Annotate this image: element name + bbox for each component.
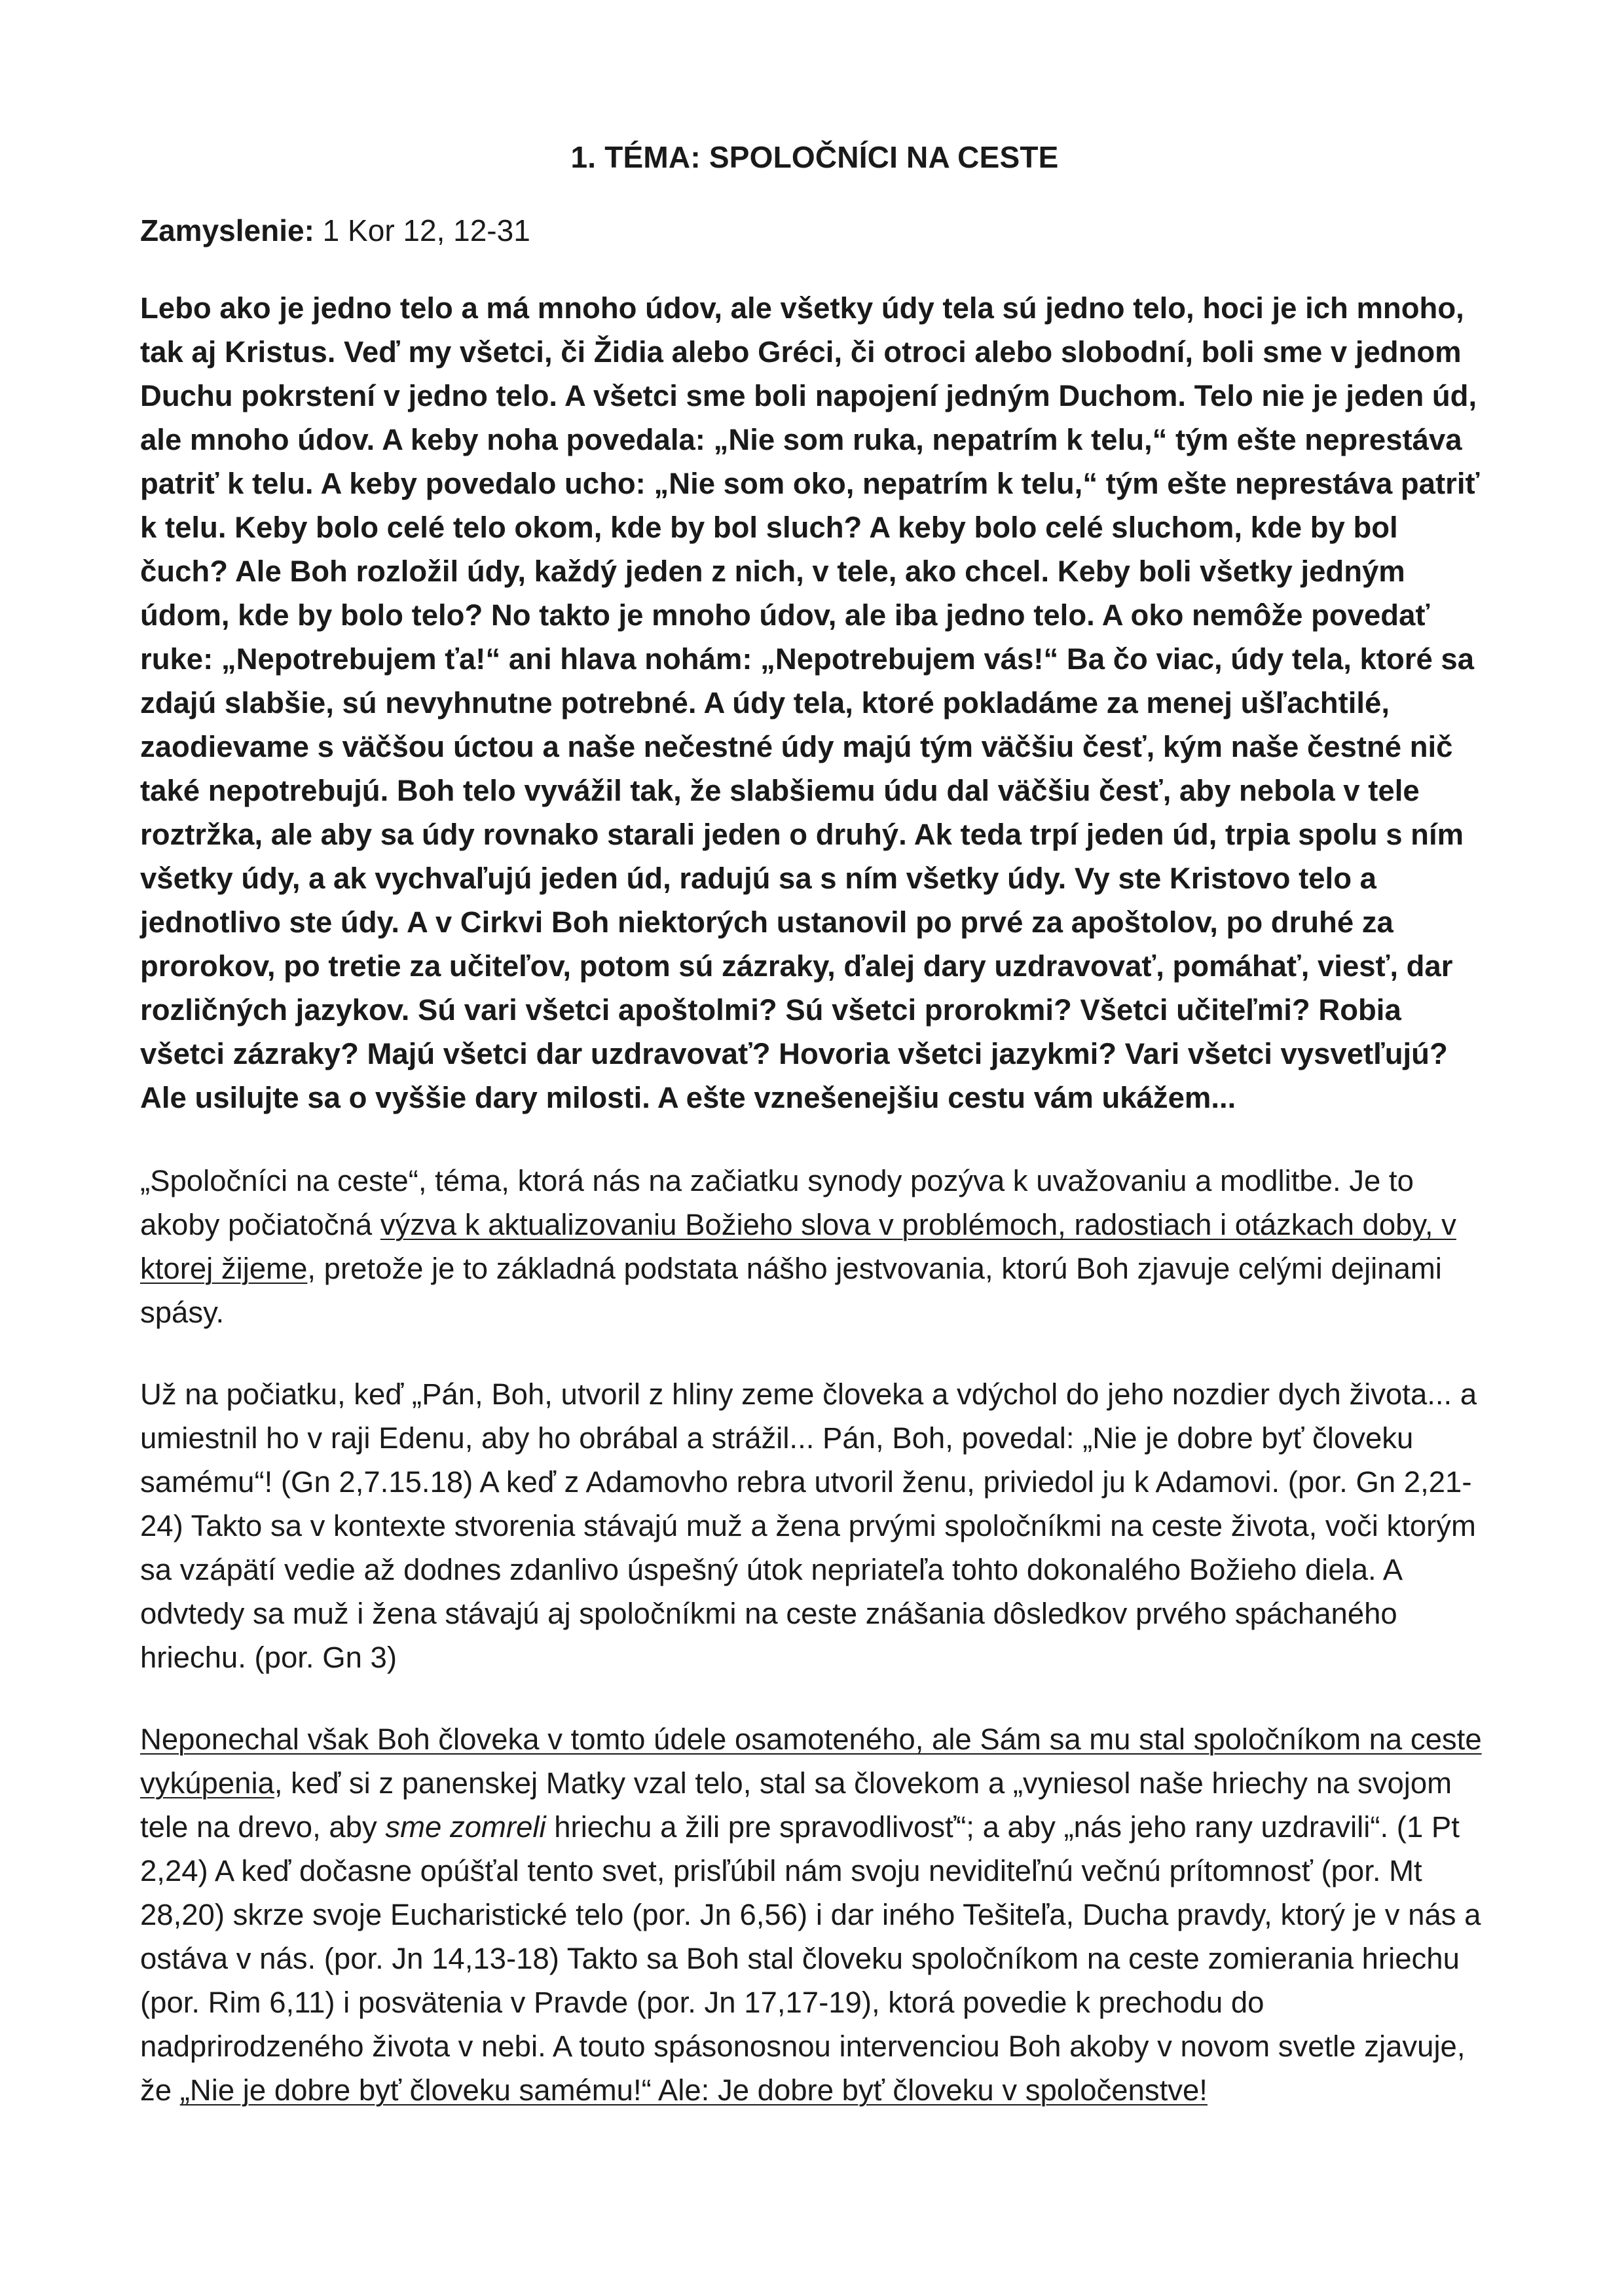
- paragraph-creation: Už na počiatku, keď „Pán, Boh, utvoril z hliny zeme človeka a vdýchol do jeho nozdier dych života... a umiestnil ho v raji Edenu, aby ho obrábal a strážil... Pán, Boh, povedal: „Nie je dobre byť človeku samému“! (Gn 2,7.15.18) A keď z Adamovho rebra utvoril ženu, priviedol ju k Adamovi. (por. Gn 2,21-24) Takto sa v kontexte stvorenia stávajú muž a žena prvými spoločníkmi na ceste života, voči ktorým sa vzápätí vedie až dodnes zdanlivo úspešný útok nepriateľa tohto dokonalého Božieho diela. A odvtedy sa muž i žena stávajú aj spoločníkmi na ceste znášania dôsledkov prvého spáchaného hriechu. (por. Gn 3): [140, 1377, 1477, 1674]
- reflection-label: Zamyslenie:: [140, 213, 314, 247]
- paragraph-3-underlined-start: Neponechal však Boh človeka v tomto údele osamoteného, ale Sám sa mu stal spoločníkom na ceste vykúpenia: [140, 1722, 1482, 1800]
- paragraph-synod-theme: [140, 1159, 1489, 1334]
- reflection-line: [140, 211, 1489, 250]
- paragraph-1-rest: , pretože je to základná podstata nášho jestvovania, ktorú Boh zjavuje celými dejinami spásy.: [140, 1252, 1442, 1329]
- paragraph-1-intro: „Spoločníci na ceste“, téma, ktorá nás na začiatku synody pozýva k uvažovaniu a modlitbe. Je to akoby počiatočná: [140, 1164, 1414, 1241]
- paragraph-3-part-1: , keď si z panenskej Matky vzal telo, stal sa človekom a „vyniesol naše hriechy na svojom tele na drevo, aby: [140, 1766, 1452, 1844]
- paragraph-redemption: [140, 1717, 1489, 2112]
- paragraph-1-underlined: výzva k aktualizovaniu Božieho slova v problémoch, radostiach i otázkach doby, v ktorej žijeme: [140, 1208, 1456, 1285]
- page-title: 1. TÉMA: SPOLOČNÍCI NA CESTE: [570, 140, 1059, 174]
- document-page: [140, 137, 1489, 2150]
- reflection-reference: 1 Kor 12, 12-31: [314, 213, 530, 247]
- paragraph-3-italic: sme zomreli: [385, 1810, 546, 1844]
- paragraph-3-part-2: hriechu a žili pre spravodlivosť“; a aby „nás jeho rany uzdravili“. (1 Pt 2,24) A keď dočasne opúšťal tento svet, prisľúbil nám svoju neviditeľnú večnú prítomnosť (por. Mt 28,20) skrze svoje Eucharistické telo (por. Jn 6,56) i dar iného Tešiteľa, Ducha pravdy, ktorý je v nás a ostáva v nás. (por. Jn 14,13-18) Takto sa Boh stal človeku spoločníkom na ceste zomierania hriechu (por. Rim 6,11) i posvätenia v Pravde (por. Jn 17,17-19), ktorá povedie k prechodu do nadprirodzeného života v nebi. A touto spásonosnou intervenciou Boh akoby v novom svetle zjavuje, že: [140, 1810, 1481, 2107]
- paragraph-3-underlined-end: „Nie je dobre byť človeku samému!“ Ale: Je dobre byť človeku v spoločenstve!: [179, 2073, 1208, 2107]
- scripture-passage: Lebo ako je jedno telo a má mnoho údov, ale všetky údy tela sú jedno telo, hoci je ich mnoho, tak aj Kristus. Veď my všetci, či Židia alebo Gréci, či otroci alebo slobodní, boli sme v jednom Duchu pokrstení v jedno telo. A všetci sme boli napojení jedným Duchom. Telo nie je jeden úd, ale mnoho údov. A keby noha povedala: „Nie som ruka, nepatrím k telu,“ tým ešte neprestáva patriť k telu. A keby povedalo ucho: „Nie som oko, nepatrím k telu,“ tým ešte neprestáva patriť k telu. Keby bolo celé telo okom, kde by bol sluch? A keby bolo celé sluchom, kde by bol čuch? Ale Boh rozložil údy, každý jeden z nich, v tele, ako chcel. Keby boli všetky jedným údom, kde by bolo telo? No takto je mnoho údov, ale iba jedno telo. A oko nemôže povedať ruke: „Nepotrebujem ťa!“ ani hlava nohám: „Nepotrebujem vás!“ Ba čo viac, údy tela, ktoré sa zdajú slabšie, sú nevyhnutne potrebné. A údy tela, ktoré pokladáme za menej ušľachtilé, zaodievame s väčšou úctou a naše nečestné údy majú tým väčšiu česť, kým naše čestné nič také nepotrebujú. Boh telo vyvážil tak, že slabšiemu údu dal väčšiu česť, aby nebola v tele roztržka, ale aby sa údy rovnako starali jeden o druhý. Ak teda trpí jeden úd, trpia spolu s ním všetky údy, a ak vychvaľujú jeden úd, radujú sa s ním všetky údy. Vy ste Kristovo telo a jednotlivo ste údy. A v Cirkvi Boh niektorých ustanovil po prvé za apoštolov, po druhé za prorokov, po tretie za učiteľov, potom sú zázraky, ďalej dary uzdravovať, pomáhať, viesť, dar rozličných jazykov. Sú vari všetci apoštolmi? Sú všetci prorokmi? Všetci učiteľmi? Robia všetci zázraky? Majú všetci dar uzdravovať? Hovoria všetci jazykmi? Vari všetci vysvetľujú? Ale usilujte sa o vyššie dary milosti. A ešte vznešenejšiu cestu vám ukážem...: [140, 291, 1480, 1114]
